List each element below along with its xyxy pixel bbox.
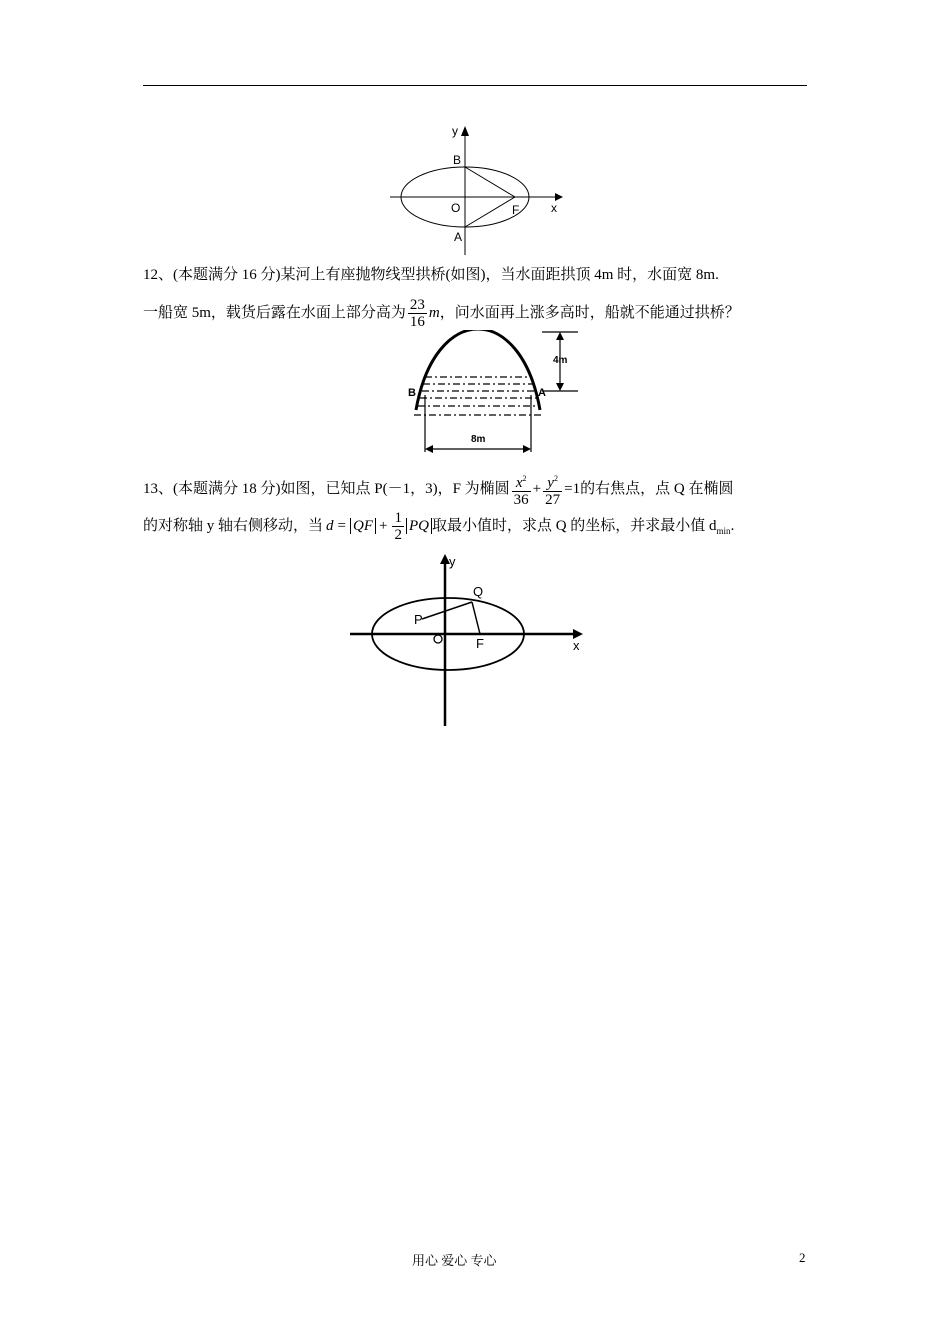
footer-motto: 用心 爱心 专心 xyxy=(412,1253,497,1268)
label-f: F xyxy=(512,203,520,217)
q13-half xyxy=(392,510,404,543)
label-x: x xyxy=(551,201,557,215)
q13-line1 xyxy=(143,471,807,508)
q13-line1-pre: 13、(本题满分 18 分)如图，已知点 P(－1，3)，F 为椭圆 xyxy=(143,480,510,497)
label-8m: 8m xyxy=(471,434,486,445)
q13-frac-x2-36 xyxy=(512,471,531,508)
header-rule xyxy=(143,85,807,86)
q13-plus2: + xyxy=(378,517,388,534)
q13-y-exp: 2 xyxy=(553,474,558,483)
page-number: 2 xyxy=(799,1250,806,1265)
q13-half-den: 2 xyxy=(394,527,402,543)
q12-frac-den: 16 xyxy=(409,314,425,330)
figure-ellipse-bfa xyxy=(385,120,565,255)
q13-den-36: 36 xyxy=(513,492,529,508)
label-a: A xyxy=(538,387,546,399)
label-x: x xyxy=(573,638,580,653)
segment-af xyxy=(465,197,515,227)
q13-d: d xyxy=(326,517,334,534)
q13-abs-pq xyxy=(406,518,432,534)
figure-arch-bridge xyxy=(405,330,585,465)
label-o: O xyxy=(451,201,461,215)
q13-x-exp: 2 xyxy=(522,474,527,483)
label-q: Q xyxy=(473,584,484,599)
origin-marker xyxy=(434,635,442,643)
label-f: F xyxy=(476,636,484,651)
q13-eq: = xyxy=(337,517,346,534)
q13-y: y xyxy=(547,475,554,491)
x-axis-arrow xyxy=(555,193,563,201)
q13-den-27: 27 xyxy=(545,492,561,508)
q12-frac-num: 23 xyxy=(409,297,425,313)
q12-line2-pre: 一船宽 5m，载货后露在水面上部分高为 xyxy=(143,304,406,321)
q13-qf: QF xyxy=(352,517,373,534)
q12-line1: 12、(本题满分 16 分)某河上有座抛物线型拱桥(如图)，当水面距拱顶 4m 时，水面宽 8m. xyxy=(143,267,719,283)
segment-qf xyxy=(472,602,480,634)
q13-pq: PQ xyxy=(408,517,429,534)
q12-line2-post: ，问水面再上涨多高时，船就不能通过拱桥？ xyxy=(439,304,740,321)
q12-fraction xyxy=(408,297,427,330)
label-y: y xyxy=(452,124,458,138)
q13-line2-post: 取最小值时，求点 Q 的坐标，并求最小值 d xyxy=(431,517,717,534)
figure-ellipse-pqf xyxy=(345,550,585,730)
q13-line1-post: 的右焦点，点 Q 在椭圆 xyxy=(580,480,734,497)
q13-sub-min: min xyxy=(716,525,731,536)
q13-frac-y2-27 xyxy=(543,471,562,508)
height-arrow-top xyxy=(556,332,564,340)
label-b: B xyxy=(453,153,462,167)
q12-unit: m xyxy=(428,304,440,321)
q13-period: . xyxy=(730,517,735,534)
height-arrow-bottom xyxy=(556,383,564,391)
label-b: B xyxy=(408,387,416,399)
segment-bf xyxy=(465,167,515,197)
q13-line2-pre: 的对称轴 y 轴右侧移动，当 xyxy=(143,517,324,534)
label-4m: 4m xyxy=(553,355,568,366)
width-arrow-left xyxy=(425,445,433,453)
q13-abs-qf xyxy=(350,518,376,534)
q13-plus: + xyxy=(532,480,542,497)
y-axis-arrow xyxy=(461,126,469,136)
q13-eq1: =1 xyxy=(564,480,581,497)
width-arrow-right xyxy=(523,445,531,453)
label-y: y xyxy=(449,554,456,569)
segment-pq xyxy=(422,602,472,619)
q13-half-num: 1 xyxy=(394,510,402,526)
q12-line2 xyxy=(143,297,807,330)
label-p: P xyxy=(414,612,423,627)
q13-x: x xyxy=(515,475,523,491)
label-a: A xyxy=(454,230,463,244)
q13-line2 xyxy=(143,510,807,543)
